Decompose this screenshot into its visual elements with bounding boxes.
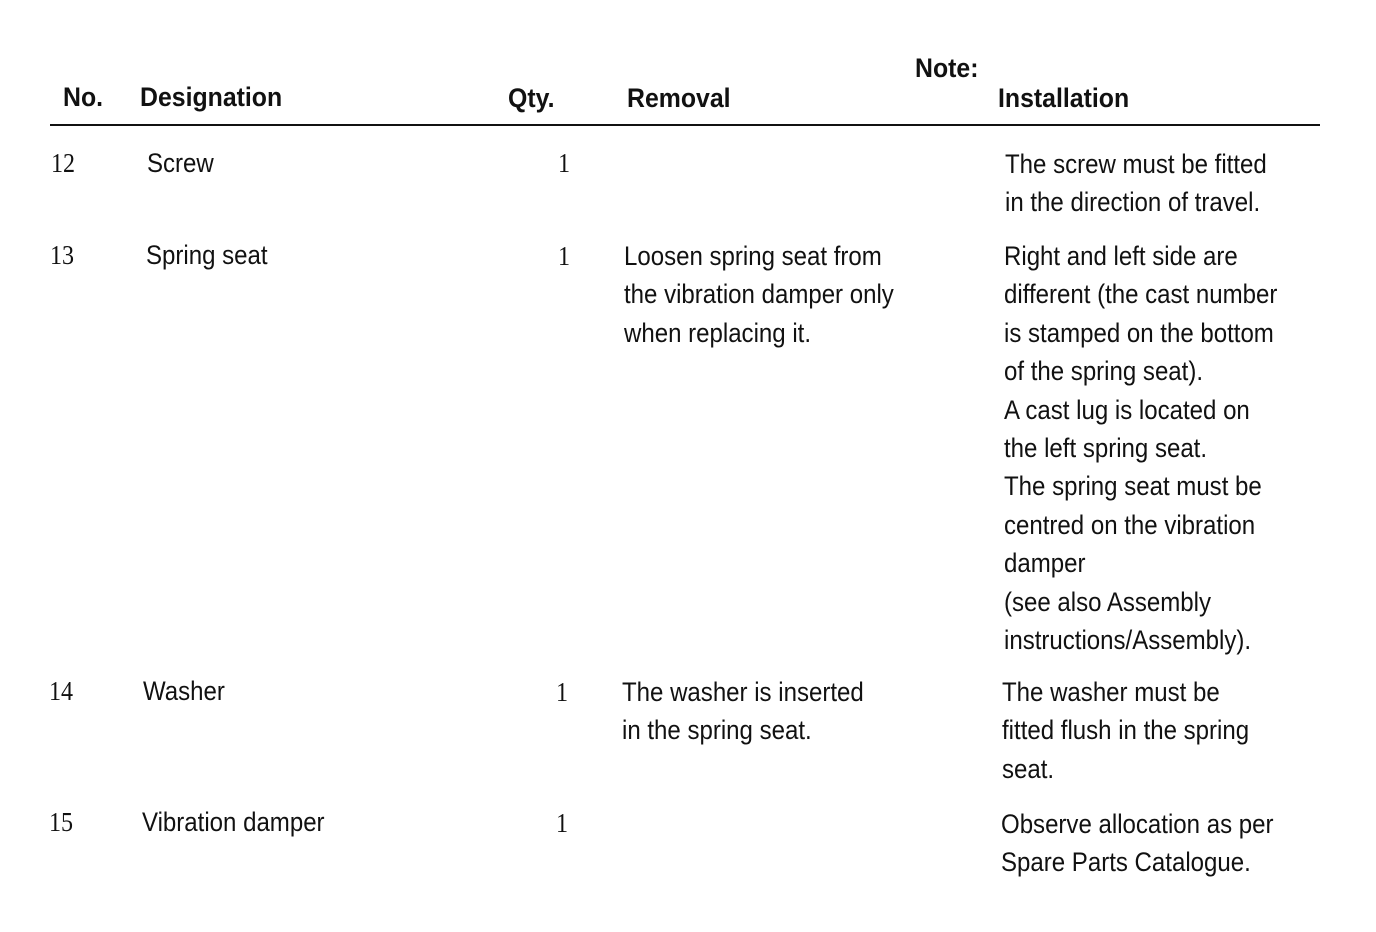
row-15-no: 15 <box>49 807 74 837</box>
row-13-installation: Right and left side are different (the cast number is stamped on the bottom of the spring seat). A cast lug is located on the left spring seat. The spring seat must be centred on the vibration damper (see also Assembly instructions/Assembly). <box>1004 241 1278 656</box>
row-12-qty: 1 <box>558 148 571 178</box>
row-15-designation: Vibration damper <box>142 807 325 837</box>
row-12-designation: Screw <box>147 148 214 178</box>
header-note: Note: <box>915 53 979 83</box>
row-14-removal: The washer is inserted in the spring seat. <box>622 677 864 746</box>
row-14-installation: The washer must be fitted flush in the spring seat. <box>1002 677 1250 784</box>
header-designation: Designation <box>140 82 283 112</box>
header-removal: Removal <box>627 83 731 113</box>
row-12-no: 12 <box>51 148 76 178</box>
row-14-no: 14 <box>49 676 74 706</box>
row-14-designation: Washer <box>143 676 225 706</box>
row-15-qty: 1 <box>556 808 569 838</box>
row-13-removal: Loosen spring seat from the vibration damper only when replacing it. <box>624 241 894 348</box>
row-13-qty: 1 <box>558 241 571 271</box>
row-13-designation: Spring seat <box>146 240 268 270</box>
row-13-no: 13 <box>50 240 75 270</box>
header-divider <box>50 124 1320 126</box>
header-installation: Installation <box>998 83 1130 113</box>
row-15-installation: Observe allocation as per Spare Parts Catalogue. <box>1001 809 1274 878</box>
row-14-qty: 1 <box>556 677 569 707</box>
header-no: No. <box>63 82 104 112</box>
header-qty: Qty. <box>508 83 555 113</box>
row-12-installation: The screw must be fitted in the direction of travel. <box>1005 149 1267 218</box>
